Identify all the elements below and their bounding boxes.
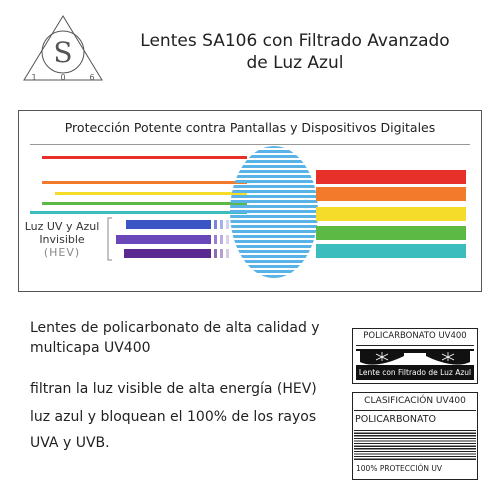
badge-class-stripes (354, 430, 476, 460)
ray-teal-in (30, 211, 247, 214)
description-line3: filtran la luz visible de alta energía (HEV) (30, 381, 317, 397)
hev-bar-purple (124, 249, 208, 258)
hev-bar-violet (116, 235, 208, 244)
ray-red-in (42, 156, 247, 159)
description-line2: multicapa UV400 (30, 340, 151, 356)
badge-class-title: CLASIFICACIÓN UV400 (364, 396, 466, 406)
badge-class-footer: 100% PROTECCIÓN UV (356, 464, 442, 473)
badge-class-subtitle: POLICARBONATO (355, 414, 437, 425)
description-line1: Lentes de policarbonato de alta calidad y (30, 320, 320, 336)
diagram-title: Protección Potente contra Pantallas y Dispositivos Digitales (64, 120, 436, 135)
logo-digit-1: 1 (31, 73, 37, 82)
logo-letter: S (53, 36, 73, 69)
ray-yellow-in (55, 192, 247, 195)
product-description-intro (30, 318, 330, 358)
band-yellow (316, 207, 466, 221)
logo-digit-0: 0 (60, 73, 66, 82)
badge-glasses-title: POLICARBONATO UV400 (363, 331, 467, 341)
uv-label (18, 220, 106, 259)
product-description-detail (30, 376, 330, 456)
sunglasses-icon (356, 346, 474, 366)
incoming-rays (30, 156, 247, 214)
uv-label-line3: (HEV) (43, 246, 81, 259)
hev-bar-blue (126, 220, 208, 229)
badge-glasses-band: Lente con Filtrado de Luz Azul (356, 365, 474, 380)
uv-label-line2: Invisible (39, 233, 85, 246)
transmitted-bands (316, 170, 466, 258)
description-line5: UVA y UVB. (30, 435, 110, 451)
description-line4: luz azul y bloquean el 100% de los rayos (30, 409, 317, 425)
band-teal (316, 244, 466, 258)
band-green (316, 226, 466, 240)
ray-orange-in (42, 181, 247, 184)
badge-class-divider (354, 410, 476, 411)
band-red (316, 170, 466, 184)
band-orange (316, 187, 466, 201)
page-title-line1: Lentes SA106 con Filtrado Avanzado (140, 31, 450, 51)
ray-green-in (42, 202, 247, 205)
lens-graphic (228, 144, 320, 280)
page-title-line2: de Luz Azul (246, 53, 344, 73)
blocked-hev-bars (108, 218, 229, 260)
logo-digit-6: 6 (89, 73, 95, 82)
hev-bracket (108, 218, 112, 260)
uv-label-line1: Luz UV y Azul (24, 220, 100, 233)
